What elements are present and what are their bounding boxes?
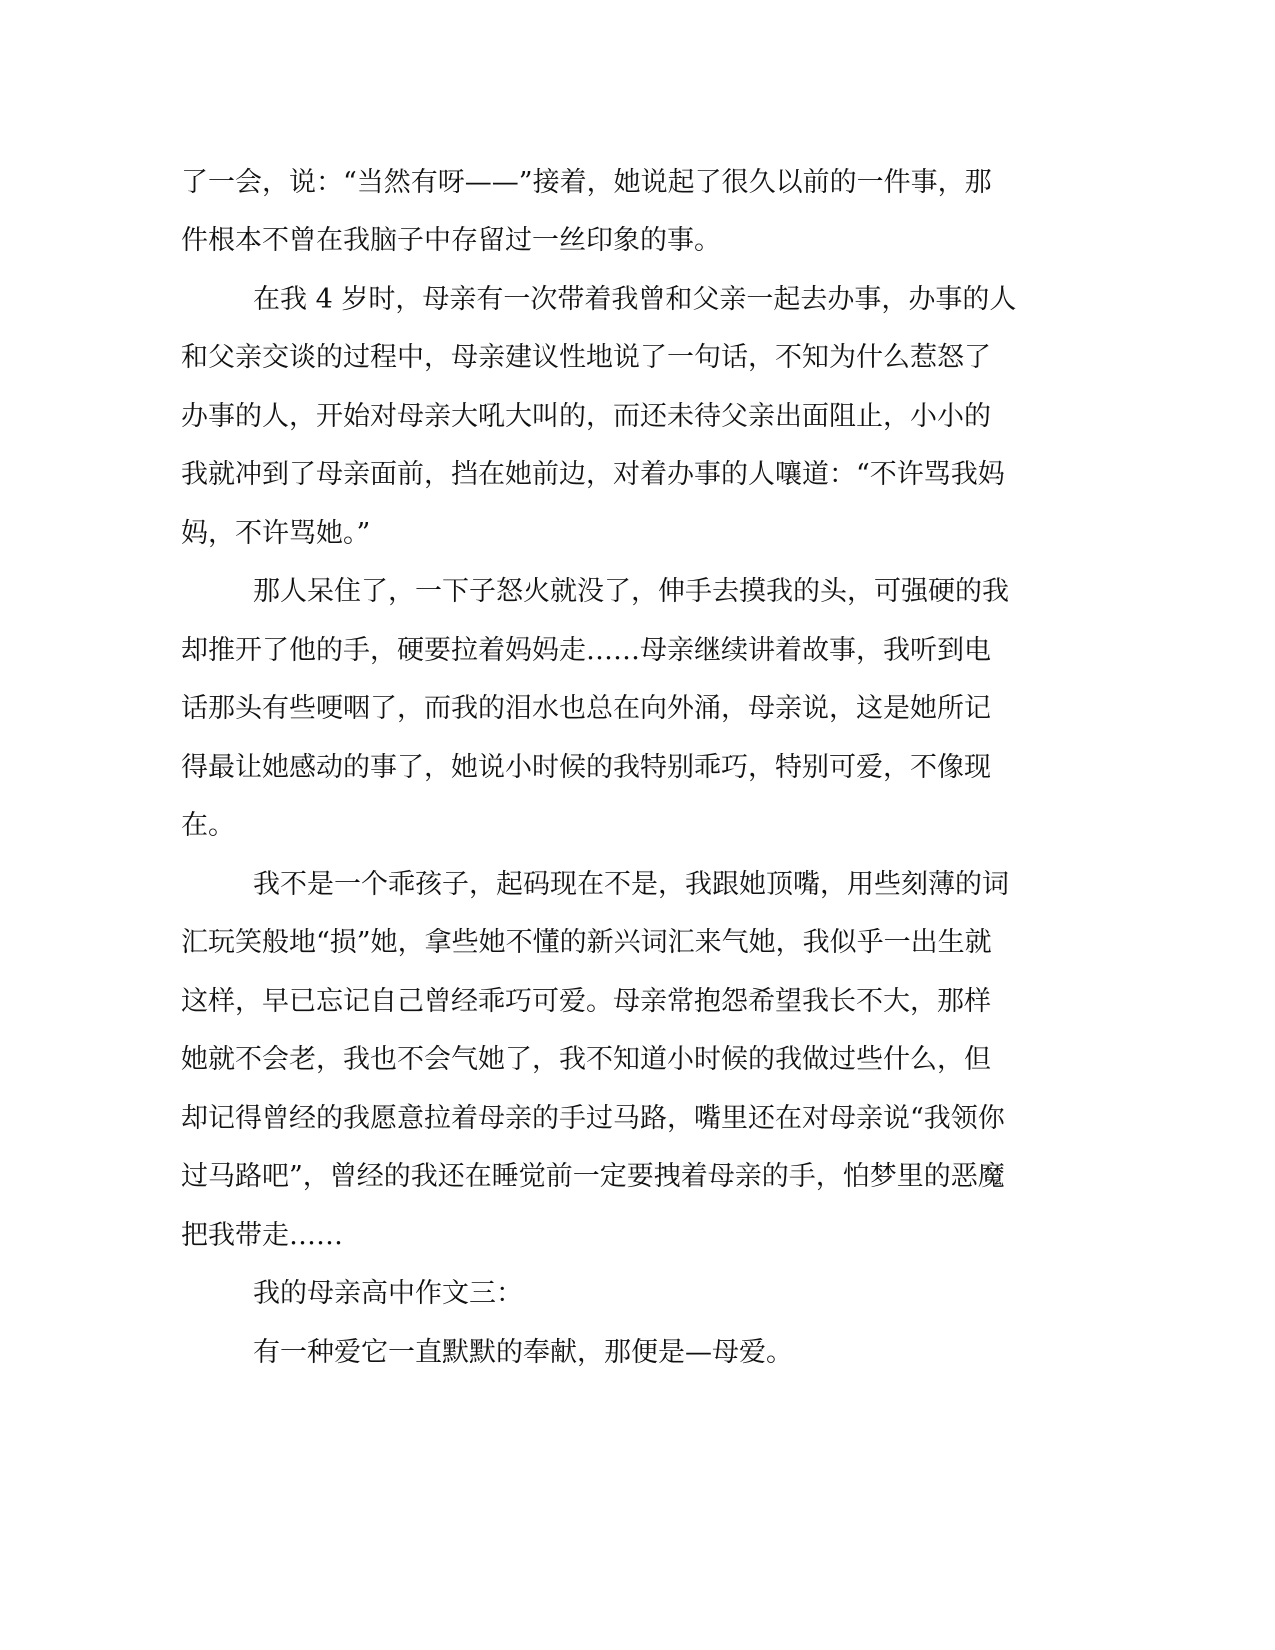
- text-line: 这样，早已忘记自己曾经乖巧可爱。母亲常抱怨希望我长不大，那样: [181, 986, 991, 1017]
- text-line: 把我带走……: [181, 1220, 343, 1251]
- text-line: 过马路吧”，曾经的我还在睡觉前一定要拽着母亲的手，怕梦里的恶魔: [181, 1161, 1005, 1192]
- text-line: 有一种爱它一直默默的奉献，那便是—母爱。: [253, 1337, 793, 1368]
- text-line: 妈，不许骂她。”: [181, 518, 371, 549]
- text-line: 我不是一个乖孩子，起码现在不是，我跟她顶嘴，用些刻薄的词: [253, 869, 1009, 900]
- text-line: 她就不会老，我也不会气她了，我不知道小时候的我做过些什么，但: [181, 1044, 991, 1075]
- text-line: 我就冲到了母亲面前，挡在她前边，对着办事的人嚷道：“不许骂我妈: [181, 459, 1005, 490]
- text-line: 却记得曾经的我愿意拉着母亲的手过马路，嘴里还在对母亲说“我领你: [181, 1103, 1005, 1134]
- text-line: 在我 4 岁时，母亲有一次带着我曾和父亲一起去办事，办事的人: [253, 284, 1017, 315]
- text-line: 却推开了他的手，硬要拉着妈妈走……母亲继续讲着故事，我听到电: [181, 635, 991, 666]
- text-line: 办事的人，开始对母亲大吼大叫的，而还未待父亲出面阻止，小小的: [181, 401, 991, 432]
- text-line: 了一会，说：“当然有呀——”接着，她说起了很久以前的一件事，那: [181, 167, 992, 198]
- text-line: 话那头有些哽咽了，而我的泪水也总在向外涌，母亲说，这是她所记: [181, 693, 991, 724]
- text-line: 汇玩笑般地“损”她，拿些她不懂的新兴词汇来气她，我似乎一出生就: [181, 927, 992, 958]
- text-line: 那人呆住了，一下子怒火就没了，伸手去摸我的头，可强硬的我: [253, 576, 1009, 607]
- text-line: 和父亲交谈的过程中，母亲建议性地说了一句话，不知为什么惹怒了: [181, 342, 991, 373]
- section-heading: 我的母亲高中作文三：: [253, 1278, 523, 1309]
- text-line: 件根本不曾在我脑子中存留过一丝印象的事。: [181, 225, 721, 256]
- text-line: 在。: [181, 810, 235, 841]
- text-line: 得最让她感动的事了，她说小时候的我特别乖巧，特别可爱，不像现: [181, 752, 991, 783]
